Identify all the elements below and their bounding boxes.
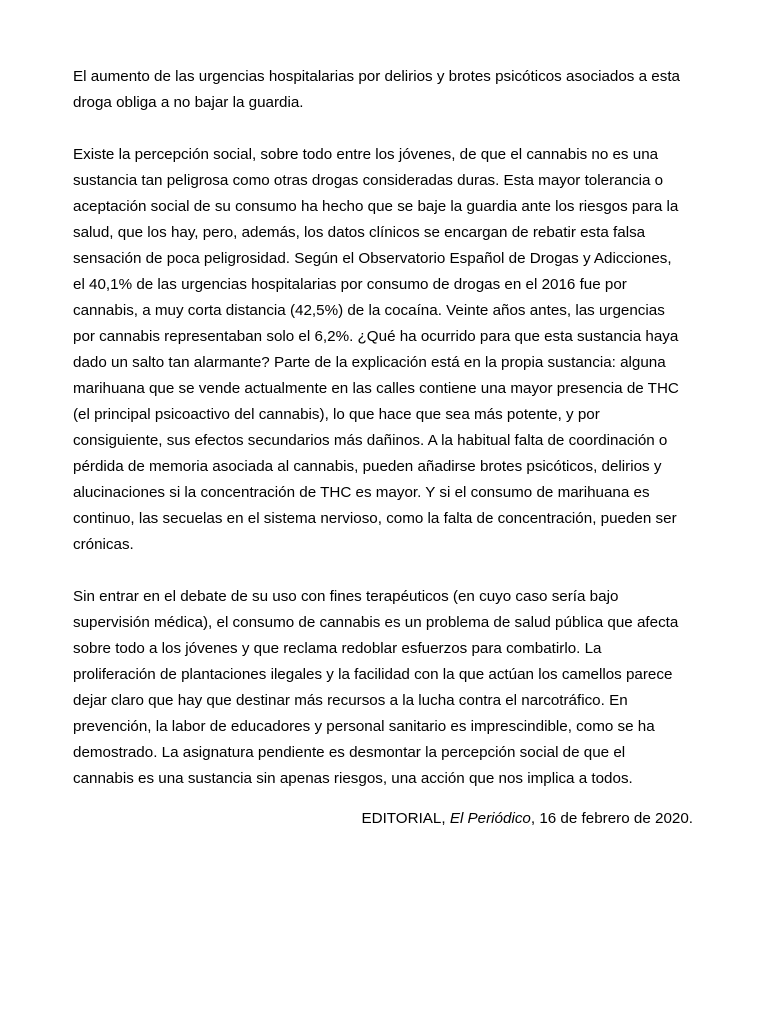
text-line: crónicas.: [73, 536, 134, 553]
text-line: marihuana que se vende actualmente en las calles contiene una mayor presencia de THC: [73, 380, 679, 397]
text-line: prevención, la labor de educadores y personal sanitario es imprescindible, como se ha: [73, 718, 655, 735]
text-line: supervisión médica), el consumo de cannabis es un problema de salud pública que afecta: [73, 614, 679, 631]
signature-prefix: EDITORIAL,: [361, 810, 450, 827]
text-line: cannabis, a muy corta distancia (42,5%) de la cocaína. Veinte años antes, las urgencias: [73, 302, 665, 319]
text-line: Sin entrar en el debate de su uso con fines terapéuticos (en cuyo caso sería bajo: [73, 588, 619, 605]
text-line: sobre todo a los jóvenes y que reclama redoblar esfuerzos para combatirlo. La: [73, 640, 602, 657]
text-line: pérdida de memoria asociada al cannabis, pueden añadirse brotes psicóticos, delirios y: [73, 458, 662, 475]
text-line: (el principal psicoactivo del cannabis), lo que hace que sea más potente, y por: [73, 406, 600, 423]
paragraph-intro: [73, 64, 698, 116]
signature-date: , 16 de febrero de 2020.: [530, 810, 693, 827]
article-signature: [73, 806, 693, 832]
text-line: por cannabis representaban solo el 6,2%. ¿Qué ha ocurrido para que esta sustancia haya: [73, 328, 679, 345]
text-line: dejar claro que hay que destinar más recursos a la lucha contra el narcotráfico. En: [73, 692, 628, 709]
signature-publication: El Periódico: [449, 810, 531, 827]
text-line: alucinaciones si la concentración de THC es mayor. Y si el consumo de marihuana es: [73, 484, 650, 501]
article-body: [73, 64, 698, 832]
text-line: proliferación de plantaciones ilegales y la facilidad con la que actúan los camellos parece: [73, 666, 673, 683]
text-line: dado un salto tan alarmante? Parte de la explicación está en la propia sustancia: alguna: [73, 354, 666, 371]
text-line: droga obliga a no bajar la guardia.: [73, 94, 304, 111]
text-line: Existe la percepción social, sobre todo entre los jóvenes, de que el cannabis no es una: [73, 146, 659, 163]
text-line: aceptación social de su consumo ha hecho que se baje la guardia ante los riesgos para la: [73, 198, 679, 215]
paragraph-main: [73, 142, 698, 558]
text-line: sustancia tan peligrosa como otras drogas consideradas duras. Esta mayor tolerancia o: [73, 172, 664, 189]
text-line: sensación de poca peligrosidad. Según el Observatorio Español de Drogas y Adicciones,: [73, 250, 672, 267]
text-line: continuo, las secuelas en el sistema nervioso, como la falta de concentración, pueden ser: [73, 510, 677, 527]
text-line: El aumento de las urgencias hospitalarias por delirios y brotes psicóticos asociados a esta: [73, 68, 680, 85]
text-line: consiguiente, sus efectos secundarios más dañinos. A la habitual falta de coordinación o: [73, 432, 668, 449]
text-line: cannabis es una sustancia sin apenas riesgos, una acción que nos implica a todos.: [73, 770, 633, 787]
text-line: demostrado. La asignatura pendiente es desmontar la percepción social de que el: [73, 744, 626, 761]
text-line: el 40,1% de las urgencias hospitalarias por consumo de drogas en el 2016 fue por: [73, 276, 627, 293]
text-line: salud, que los hay, pero, además, los datos clínicos se encargan de rebatir esta falsa: [73, 224, 646, 241]
paragraph-conclusion: [73, 584, 698, 792]
